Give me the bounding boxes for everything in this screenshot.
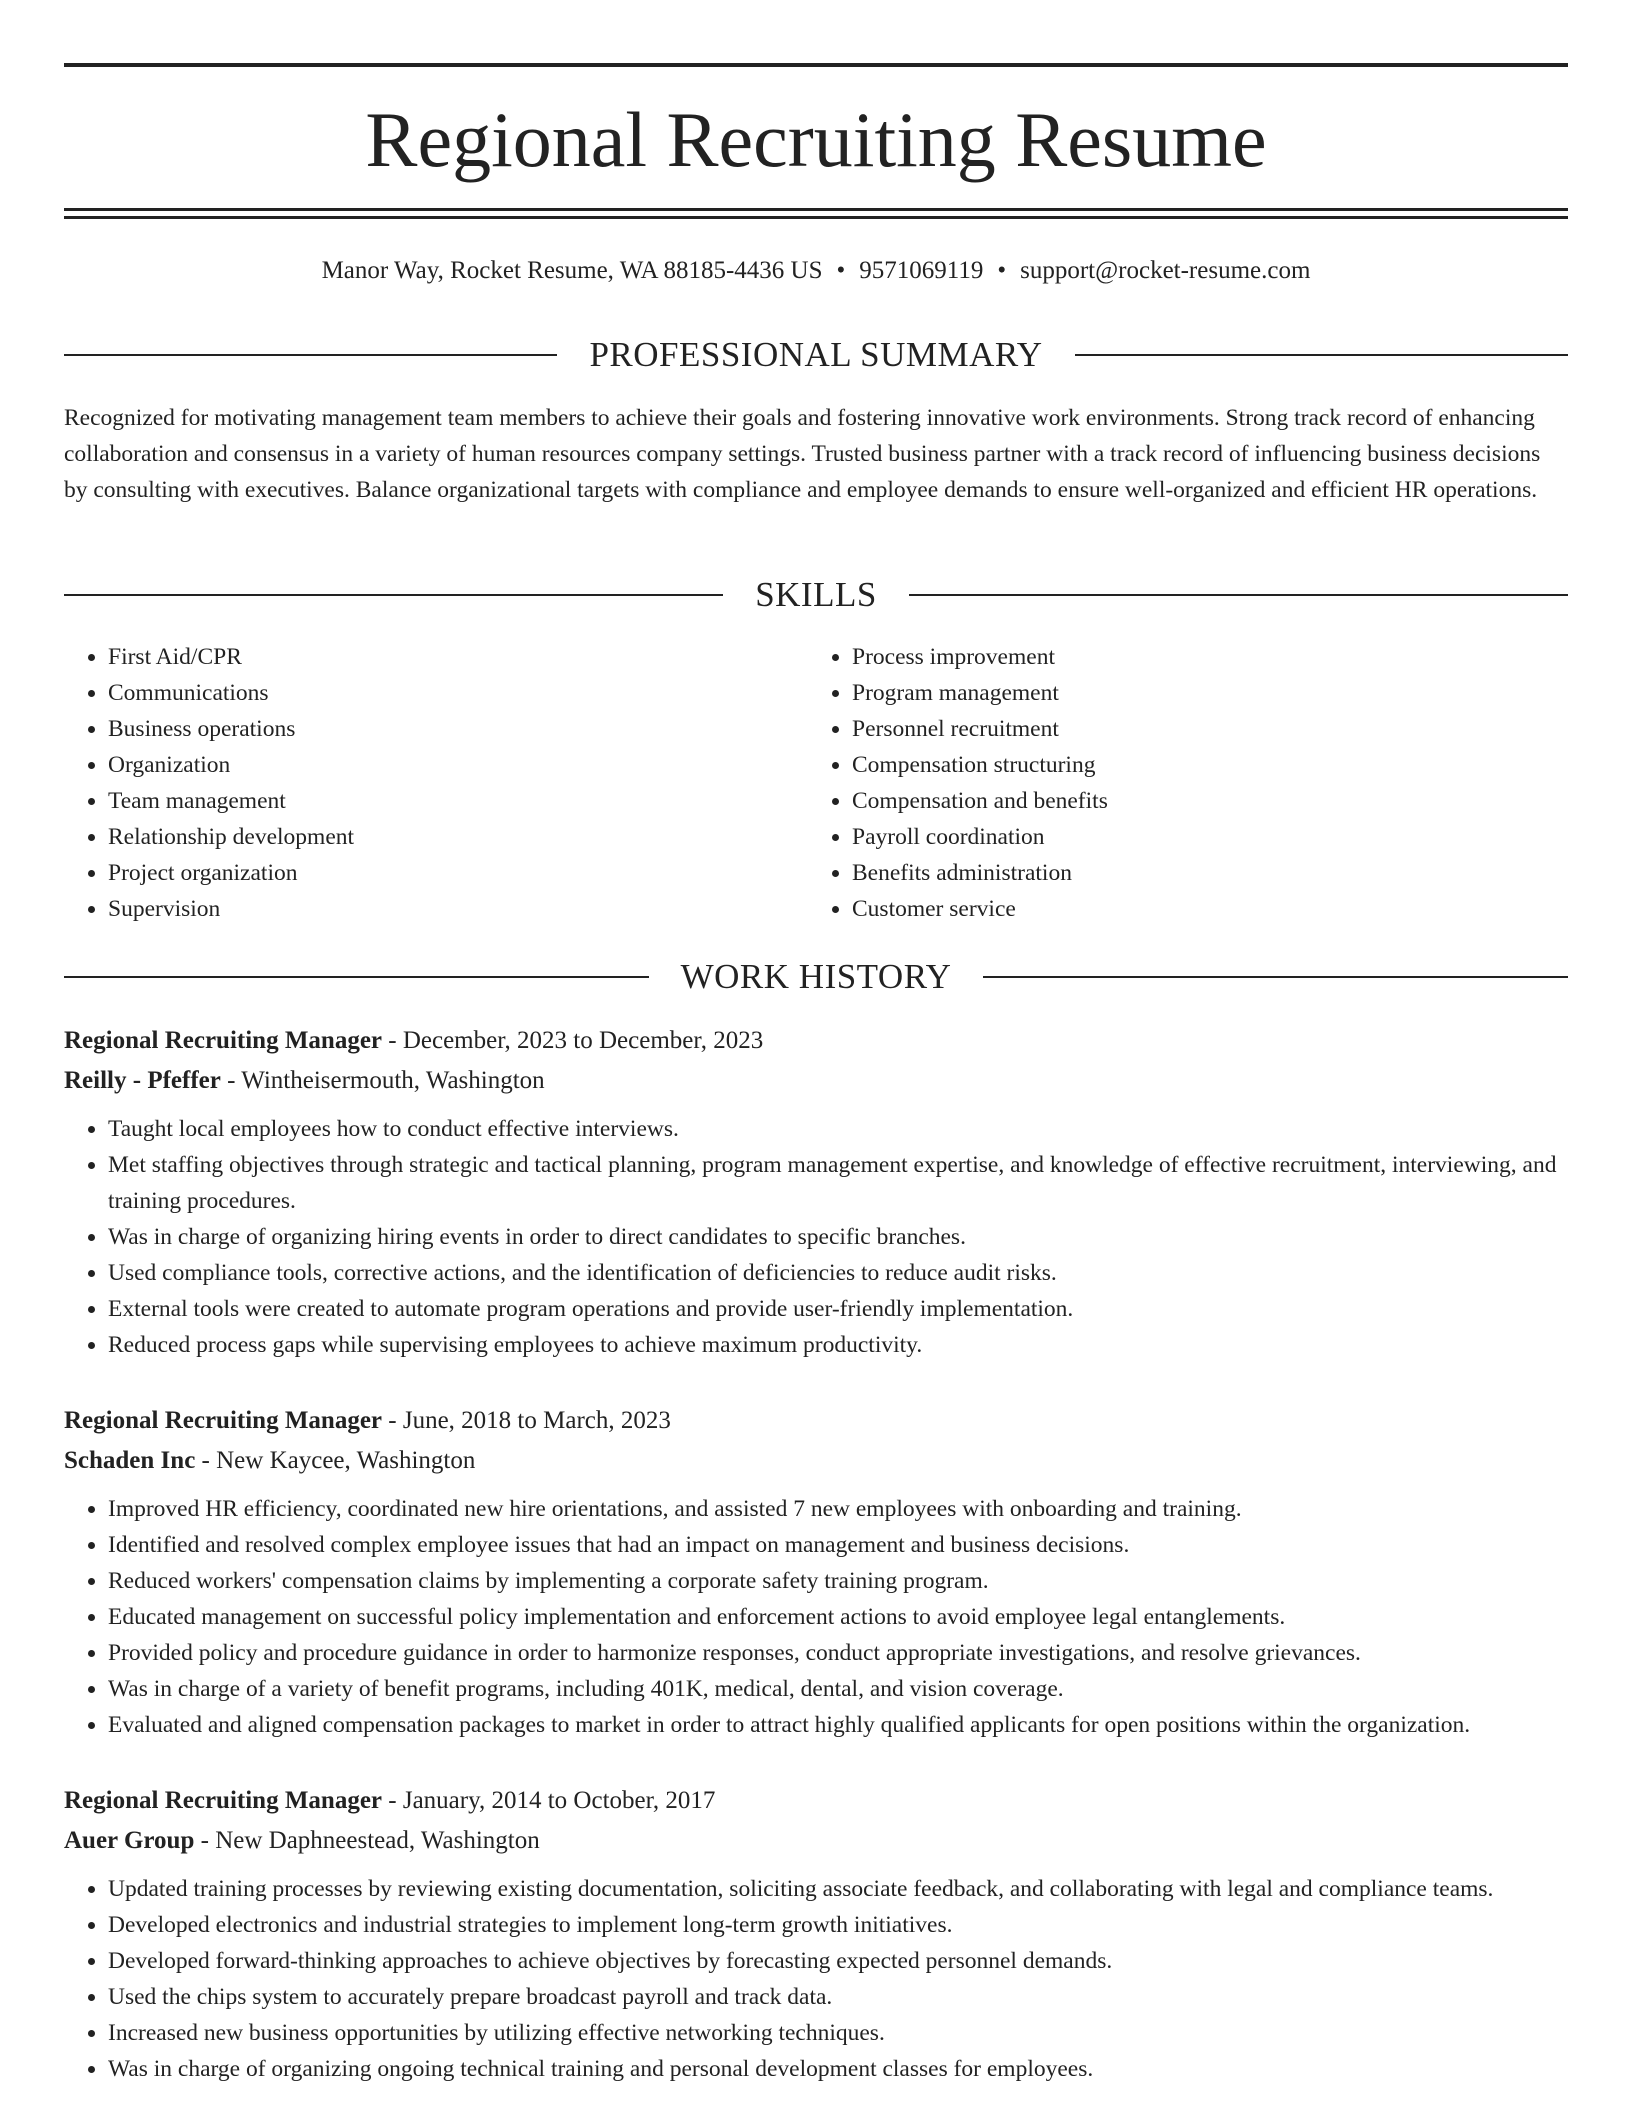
skill-item: • Team management [108,783,806,819]
job-bullet: • Identified and resolved complex employee issues that had an impact on management and business decisions. [108,1527,1568,1563]
job-bullets [64,1871,1568,2087]
job-title: Regional Recruiting Manager [64,1787,383,1814]
job-bullet: • Was in charge of a variety of benefit programs, including 401K, medical, dental, and vision coverage. [108,1671,1568,1707]
job-bullet: • Increased new business opportunities by utilizing effective networking techniques. [108,2015,1568,2051]
job-bullet: • Used compliance tools, corrective actions, and the identification of deficiencies to reduce audit risks. [108,1255,1568,1291]
job-bullet: • Was in charge of organizing hiring events in order to direct candidates to specific branches. [108,1219,1568,1255]
skill-item: • First Aid/CPR [108,639,806,675]
contact-address: Manor Way, Rocket Resume, WA 88185-4436 US [321,257,823,284]
contact-line [64,253,1568,289]
title-rule-upper [64,208,1568,211]
skill-item: • Payroll coordination [852,819,1108,855]
job-location: New Daphneestead, Washington [215,1827,540,1854]
job-entry [64,1401,1568,1743]
job-bullet: • Developed electronics and industrial strategies to implement long-term growth initiatives. [108,1907,1568,1943]
job-entry [64,1021,1568,1363]
skills-heading [64,573,1568,617]
contact-phone: 9571069119 [859,257,984,284]
skill-item: • Organization [108,747,806,783]
job-title: Regional Recruiting Manager [64,1027,383,1054]
job-company: Schaden Inc [64,1447,196,1474]
contact-separator: • [997,257,1007,284]
summary-heading-label: PROFESSIONAL SUMMARY [589,335,1043,374]
job-bullet: • Improved HR efficiency, coordinated new hire orientations, and assisted 7 new employees with onboarding and training. [108,1491,1568,1527]
skills-list [64,639,1568,927]
job-title-row: Regional Recruiting Manager - January, 2014 to October, 2017 [64,1787,716,1814]
heading-rule [64,976,649,978]
skill-item: • Compensation and benefits [852,783,1108,819]
skill-item: • Program management [852,675,1108,711]
contact-separator: • [836,257,846,284]
job-bullet: • Was in charge of organizing ongoing technical training and personal development classes for employees. [108,2051,1568,2087]
title-rule-lower [64,216,1568,219]
skills-heading-label: SKILLS [755,575,877,614]
skill-item: • Communications [108,675,806,711]
job-bullet: • Reduced workers' compensation claims by implementing a corporate safety training program. [108,1563,1568,1599]
job-bullet: • Used the chips system to accurately prepare broadcast payroll and track data. [108,1979,1568,2015]
skill-item: • Compensation structuring [852,747,1108,783]
job-company: Auer Group [64,1827,195,1854]
job-company: Reilly - Pfeffer [64,1067,221,1094]
skill-item: • Customer service [852,891,1108,927]
job-title-row: Regional Recruiting Manager - December, 2023 to December, 2023 [64,1027,764,1054]
job-bullets [64,1111,1568,1363]
job-dates: December, 2023 to December, 2023 [402,1027,764,1054]
job-title: Regional Recruiting Manager [64,1407,383,1434]
job-bullet: • Educated management on successful policy implementation and enforcement actions to avoid employee legal entanglements. [108,1599,1568,1635]
job-bullets [64,1491,1568,1743]
skill-item: • Personnel recruitment [852,711,1108,747]
job-bullet: • Reduced process gaps while supervising employees to achieve maximum productivity. [108,1327,1568,1363]
work-heading [64,955,1568,999]
skill-item: • Relationship development [108,819,806,855]
job-dates: January, 2014 to October, 2017 [402,1787,716,1814]
job-company-row: Auer Group - New Daphneestead, Washington [64,1827,540,1854]
job-bullet: • Developed forward-thinking approaches to achieve objectives by forecasting expected personnel demands. [108,1943,1568,1979]
heading-rule [909,594,1568,596]
summary-text: Recognized for motivating management team members to achieve their goals and fostering innovative work environments. Strong track record of enhancing collaboration and consensus in a variety of human resources company settings. Trusted business partner with a track record of influencing business decisions by consulting with executives. Balance organizational targets with compliance and employee demands to ensure well-organized and efficient HR operations. [64,405,1541,503]
job-bullet: • Evaluated and aligned compensation packages to market in order to attract highly qualified applicants for open positions within the organization. [108,1707,1568,1743]
top-rule [64,63,1568,67]
job-bullet: • External tools were created to automate program operations and provide user-friendly implementation. [108,1291,1568,1327]
skills-column-left [64,639,806,927]
job-dates: June, 2018 to March, 2023 [402,1407,671,1434]
contact-email: support@rocket-resume.com [1020,257,1311,284]
skill-item: • Project organization [108,855,806,891]
skill-item: • Process improvement [852,639,1108,675]
resume-title: Regional Recruiting Resume [365,96,1267,183]
job-bullet: • Provided policy and procedure guidance in order to harmonize responses, conduct appropriate investigations, and resolve grievances. [108,1635,1568,1671]
job-location: Wintheisermouth, Washington [241,1067,545,1094]
job-company-row: Schaden Inc - New Kaycee, Washington [64,1447,476,1474]
heading-rule [64,354,557,356]
job-location: New Kaycee, Washington [216,1447,476,1474]
heading-rule [983,976,1568,978]
job-bullet: • Updated training processes by reviewing existing documentation, soliciting associate feedback, and collaborating with legal and compliance teams. [108,1871,1568,1907]
job-title-row: Regional Recruiting Manager - June, 2018 to March, 2023 [64,1407,671,1434]
work-heading-label: WORK HISTORY [680,957,952,996]
heading-rule [1075,354,1568,356]
skill-item: • Business operations [108,711,806,747]
job-bullet: • Met staffing objectives through strategic and tactical planning, program management expertise, and knowledge of effective recruitment, interviewing, and training procedures. [108,1147,1568,1219]
job-entry [64,1781,1568,2087]
job-company-row: Reilly - Pfeffer - Wintheisermouth, Washington [64,1067,545,1094]
summary-heading [64,333,1568,377]
skill-item: • Supervision [108,891,806,927]
job-bullet: • Taught local employees how to conduct effective interviews. [108,1111,1568,1147]
heading-rule [64,594,723,596]
skills-column-right [806,639,1108,927]
skill-item: • Benefits administration [852,855,1108,891]
